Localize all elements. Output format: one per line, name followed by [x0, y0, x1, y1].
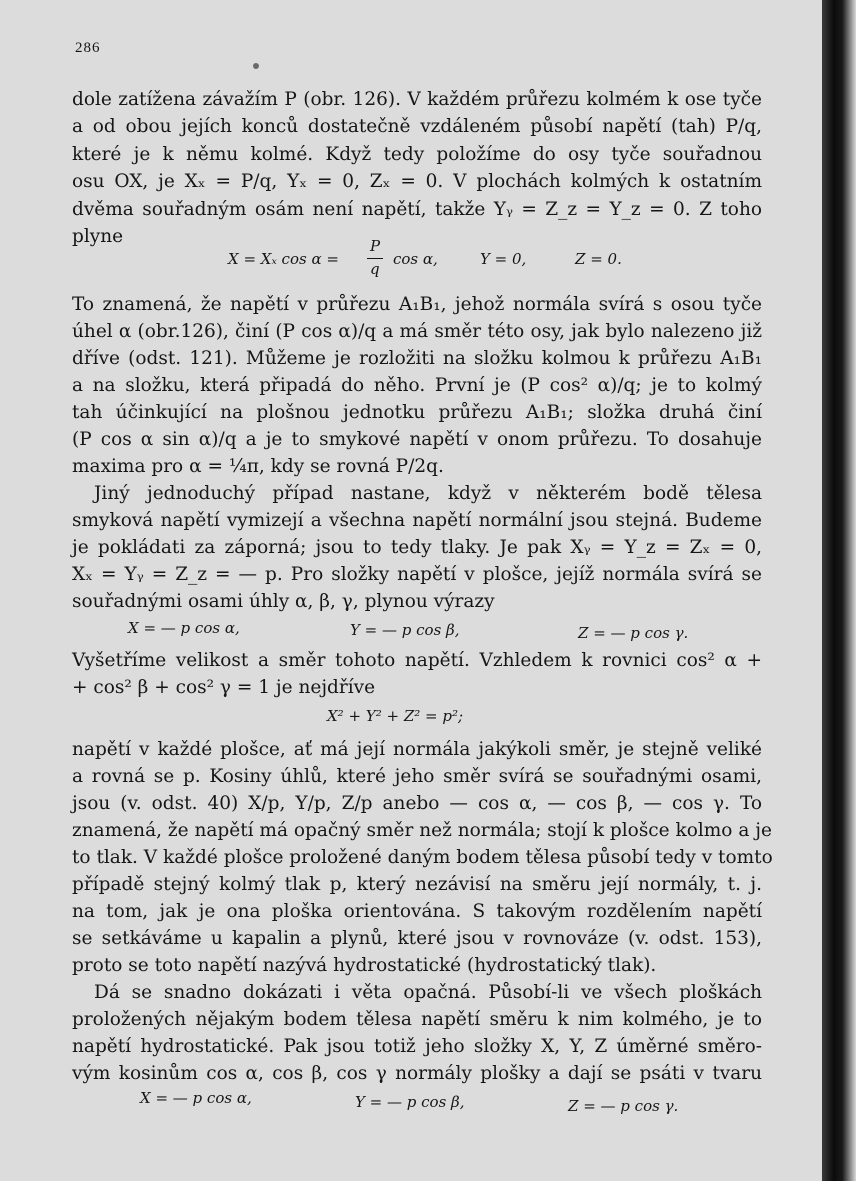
text-line: dvěma souřadným osám není napětí, takže Yᵧ = Z_z = Y_z = 0. Z toho	[72, 199, 762, 220]
text-line: případě stejný kolmý tlak p, který nezávisí na směru její normály, t. j.	[72, 874, 762, 895]
formula-part: Z = — p cos γ.	[568, 1097, 679, 1115]
text-line: + cos² β + cos² γ = 1 je nejdříve	[72, 677, 376, 698]
ink-spot	[253, 63, 259, 69]
text-line: a na složku, která připadá do něho. První je (P cos² α)/q; je to kolmý	[72, 375, 762, 396]
formula-part: cos α,	[393, 250, 438, 268]
text-line: které je k němu kolmé. Když tedy položíme do osy tyče souřadnou	[72, 144, 762, 165]
text-line: na tom, jak je ona ploška orientována. S takovým rozdělením napětí	[72, 901, 762, 922]
text-line: znamená, že napětí má opačný směr než normála; stojí k plošce kolmo a je	[72, 820, 772, 841]
text-line: a od obou jejích konců dostatečně vzdáleném působí napětí (tah) P/q,	[72, 116, 762, 137]
text-line: se setkáváme u kapalin a plynů, které jsou v rovnováze (v. odst. 153),	[72, 928, 762, 949]
fraction-numerator: P	[370, 237, 381, 255]
formula-part: X = Xₓ cos α =	[228, 250, 339, 268]
text-line: napětí v každé plošce, ať má její normála jakýkoli směr, je stejně veliké	[72, 739, 762, 760]
text-line: To znamená, že napětí v průřezu A₁B₁, jehož normála svírá s osou tyče	[72, 294, 762, 315]
text-line: Jiný jednoduchý případ nastane, když v některém bodě tělesa	[94, 483, 762, 504]
text-line: maxima pro α = ¼π, kdy se rovná P/2q.	[72, 456, 444, 477]
text-line: vým kosinům cos α, cos β, cos γ normály plošky a dají se psáti v tvaru	[72, 1063, 762, 1084]
formula-part: Y = 0,	[480, 250, 527, 268]
formula-part: Y = — p cos β,	[355, 1093, 465, 1111]
text-line: Vyšetříme velikost a směr tohoto napětí. Vzhledem k rovnici cos² α +	[72, 650, 762, 671]
page-number: 286	[75, 40, 101, 56]
book-spine-shadow	[822, 0, 856, 1181]
text-line: dříve (odst. 121). Můžeme je rozložiti na složku kolmou k průřezu A₁B₁	[72, 348, 762, 369]
text-line: smyková napětí vymizejí a všechna napětí normální jsou stejná. Budeme	[72, 510, 762, 531]
text-line: Dá se snadno dokázati i věta opačná. Působí-li ve všech ploškách	[94, 982, 762, 1003]
fraction-bar	[367, 258, 383, 259]
text-line: je pokládati za záporná; jsou to tedy tlaky. Je pak Xᵧ = Y_z = Zₓ = 0,	[72, 537, 762, 558]
text-line: úhel α (obr.126), činí (P cos α)/q a má směr této osy, jak bylo nalezeno již	[72, 321, 762, 342]
text-line: to tlak. V každé plošce proložené daným bodem tělesa působí tedy v tomto	[72, 847, 773, 868]
formula-part: X = — p cos α,	[140, 1089, 252, 1107]
text-line: jsou (v. odst. 40) X/p, Y/p, Z/p anebo — cos α, — cos β, — cos γ. To	[72, 793, 762, 814]
text-line: Xₓ = Yᵧ = Z_z = — p. Pro složky napětí v plošce, jejíž normála svírá se	[72, 564, 762, 585]
formula-part: Z = — p cos γ.	[578, 624, 689, 642]
text-line: napětí hydrostatické. Pak jsou totiž jeho složky X, Y, Z úměrné směro-	[72, 1036, 762, 1057]
text-line: a rovná se p. Kosiny úhlů, které jeho směr svírá se souřadnými osami,	[72, 766, 762, 787]
text-line: dole zatížena závažím P (obr. 126). V každém průřezu kolmém k ose tyče	[72, 89, 762, 110]
fraction-denominator: q	[370, 260, 380, 278]
text-line: souřadnými osami úhly α, β, γ, plynou výrazy	[72, 591, 495, 612]
formula-3: X² + Y² + Z² = p²;	[327, 707, 464, 725]
formula-part: Z = 0.	[575, 250, 622, 268]
text-line: (P cos α sin α)/q a je to smykové napětí v onom průřezu. To dosahuje	[72, 429, 762, 450]
text-line: proto se toto napětí nazývá hydrostatické (hydrostatický tlak).	[72, 955, 657, 976]
formula-part: Y = — p cos β,	[350, 621, 460, 639]
text-line: proložených nějakým bodem tělesa napětí směru k nim kolmého, je to	[72, 1009, 762, 1030]
formula-part: X = — p cos α,	[128, 619, 240, 637]
text-line: plyne	[72, 226, 124, 247]
text-line: tah účinkující na plošnou jednotku průřezu A₁B₁; složka druhá činí	[72, 402, 762, 423]
text-line: osu OX, je Xₓ = P/q, Yₓ = 0, Zₓ = 0. V plochách kolmých k ostatním	[72, 171, 762, 192]
